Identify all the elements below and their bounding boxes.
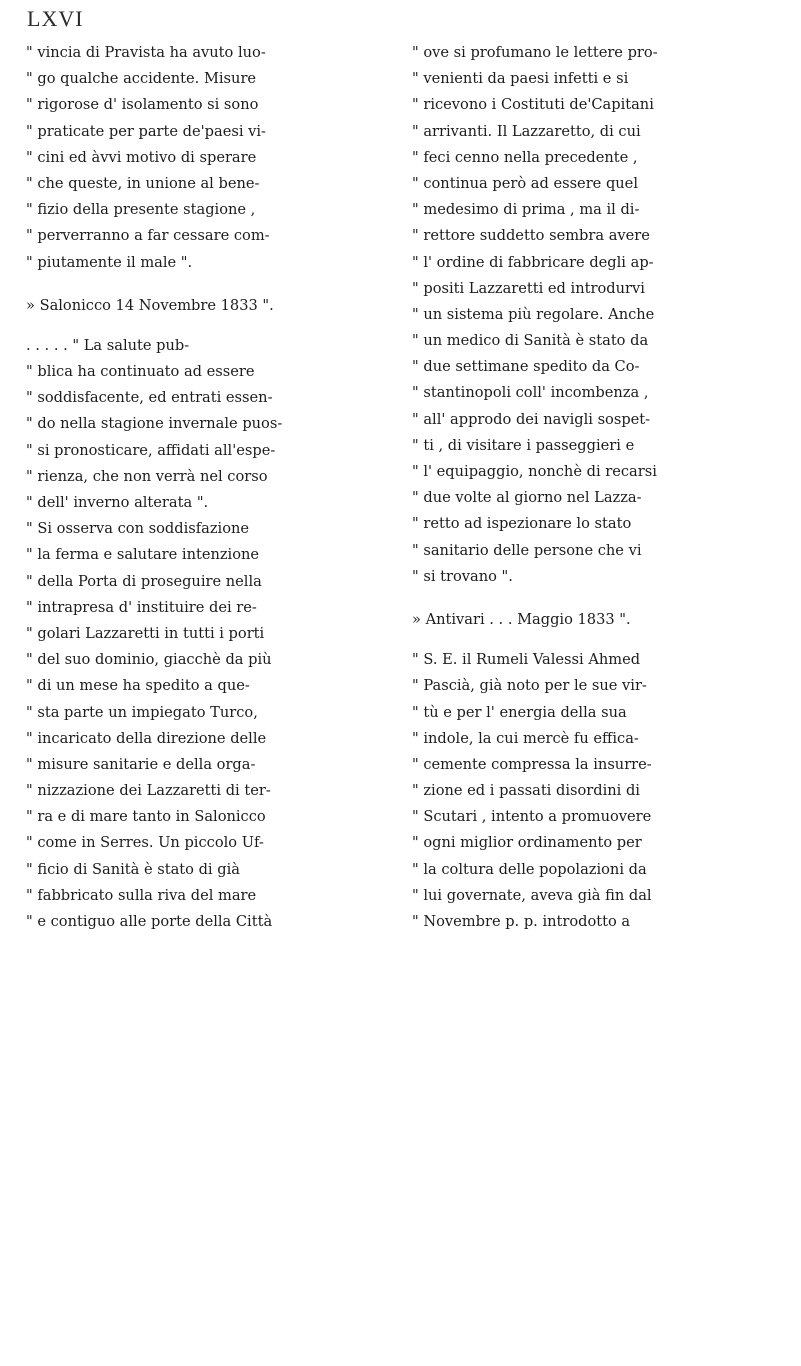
text-line: " incaricato della direzione delle bbox=[26, 729, 267, 747]
dateline-antivari: » Antivari . . . Maggio 1833 ". bbox=[412, 610, 631, 628]
right-paragraph-1 bbox=[412, 40, 782, 590]
text-line: " ogni miglior ordinamento per bbox=[412, 834, 642, 852]
right-paragraph-2 bbox=[412, 647, 782, 935]
right-column bbox=[412, 40, 782, 935]
text-line: " rigorose d' isolamento si sono bbox=[26, 96, 259, 114]
text-line: " l' equipaggio, nonchè di recarsi bbox=[412, 463, 657, 480]
text-line: " rienza, che non verrà nel corso bbox=[26, 467, 268, 485]
text-line: " e contiguo alle porte della Città bbox=[26, 913, 273, 930]
dateline-salonicco: » Salonicco 14 Novembre 1833 ". bbox=[26, 296, 274, 314]
text-line: " venienti da paesi infetti e si bbox=[412, 70, 629, 88]
text-line: " all' approdo dei navigli sospet- bbox=[412, 410, 651, 428]
text-line: " do nella stagione invernale puos- bbox=[26, 415, 283, 433]
text-line: " si trovano ". bbox=[412, 567, 513, 585]
text-line: " la ferma e salutare intenzione bbox=[26, 546, 260, 564]
text-line: " medesimo di prima , ma il di- bbox=[412, 201, 640, 219]
text-line: " si pronosticare, affidati all'espe- bbox=[26, 441, 276, 459]
text-line: " positi Lazzaretti ed introdurvi bbox=[412, 279, 645, 297]
text-line: " praticate per parte de'paesi vi- bbox=[26, 122, 266, 140]
text-line: " un medico di Sanità è stato da bbox=[412, 332, 649, 350]
text-line: " Si osserva con soddisfazione bbox=[26, 520, 250, 538]
text-line: " vincia di Pravista ha avuto luo- bbox=[26, 44, 266, 61]
text-line: " due volte al giorno nel Lazza- bbox=[412, 489, 642, 507]
text-line: " fizio della presente stagione , bbox=[26, 201, 256, 219]
text-line: " retto ad ispezionare lo stato bbox=[412, 515, 632, 533]
text-line: " ove si profumano le lettere pro- bbox=[412, 44, 658, 61]
text-line: " di un mese ha spedito a que- bbox=[26, 677, 250, 695]
text-line: " ti , di visitare i passeggieri e bbox=[412, 436, 635, 454]
text-line: " nizzazione dei Lazzaretti di ter- bbox=[26, 782, 271, 800]
text-line: " del suo dominio, giacchè da più bbox=[26, 651, 272, 669]
text-line: " stantinopoli coll' incombenza , bbox=[412, 384, 649, 402]
text-line: " fabbricato sulla riva del mare bbox=[26, 886, 257, 904]
text-line: " che queste, in unione al bene- bbox=[26, 174, 260, 192]
text-line: " Scutari , intento a promuovere bbox=[412, 808, 652, 826]
text-line: " indole, la cui mercè fu effica- bbox=[412, 729, 639, 747]
text-line: " zione ed i passati disordini di bbox=[412, 782, 640, 800]
text-line: " intrapresa d' instituire dei re- bbox=[26, 598, 257, 616]
text-line: " lui governate, aveva già fin dal bbox=[412, 886, 652, 904]
text-line: " Novembre p. p. introdotto a bbox=[412, 913, 631, 930]
text-line: " sta parte un impiegato Turco, bbox=[26, 703, 258, 721]
text-line: " l' ordine di fabbricare degli ap- bbox=[412, 253, 654, 271]
text-line: " ficio di Sanità è stato di già bbox=[26, 860, 240, 878]
text-line: " arrivanti. Il Lazzaretto, di cui bbox=[412, 122, 641, 140]
text-line: " soddisfacente, ed entrati essen- bbox=[26, 389, 273, 407]
text-line: " cini ed àvvi motivo di sperare bbox=[26, 148, 257, 166]
text-line: " Pascià, già noto per le sue vir- bbox=[412, 677, 647, 695]
text-line: " blica ha continuato ad essere bbox=[26, 363, 255, 381]
text-line: " sanitario delle persone che vi bbox=[412, 541, 642, 559]
text-line: " ricevono i Costituti de'Capitani bbox=[412, 96, 654, 114]
text-line: " S. E. il Rumeli Valessi Ahmed bbox=[412, 651, 641, 669]
text-line: " la coltura delle popolazioni da bbox=[412, 860, 647, 878]
left-column bbox=[26, 40, 396, 935]
text-line: " dell' inverno alterata ". bbox=[26, 494, 209, 511]
text-line: " un sistema più regolare. Anche bbox=[412, 305, 655, 323]
page-number: LXVI bbox=[27, 6, 84, 31]
text-line: " cemente compressa la insurre- bbox=[412, 755, 652, 773]
text-line: " continua però ad essere quel bbox=[412, 174, 638, 192]
text-line: " come in Serres. Un piccolo Uf- bbox=[26, 834, 264, 852]
text-line: " misure sanitarie e della orga- bbox=[26, 755, 256, 773]
text-line: " due settimane spedito da Co- bbox=[412, 358, 640, 376]
left-paragraph-1 bbox=[26, 40, 396, 276]
text-line: " piutamente il male ". bbox=[26, 253, 193, 271]
text-line: " rettore suddetto sembra avere bbox=[412, 227, 650, 245]
text-line: " perverranno a far cessare com- bbox=[26, 227, 270, 245]
left-paragraph-2 bbox=[26, 333, 396, 935]
text-line: " tù e per l' energia della sua bbox=[412, 703, 627, 721]
text-line: " golari Lazzaretti in tutti i porti bbox=[26, 624, 265, 642]
text-line: " go qualche accidente. Misure bbox=[26, 70, 257, 88]
text-line: " della Porta di proseguire nella bbox=[26, 572, 262, 590]
text-line: " ra e di mare tanto in Salonicco bbox=[26, 808, 266, 826]
text-line: " feci cenno nella precedente , bbox=[412, 148, 638, 166]
text-line: . . . . . " La salute pub- bbox=[26, 336, 190, 354]
